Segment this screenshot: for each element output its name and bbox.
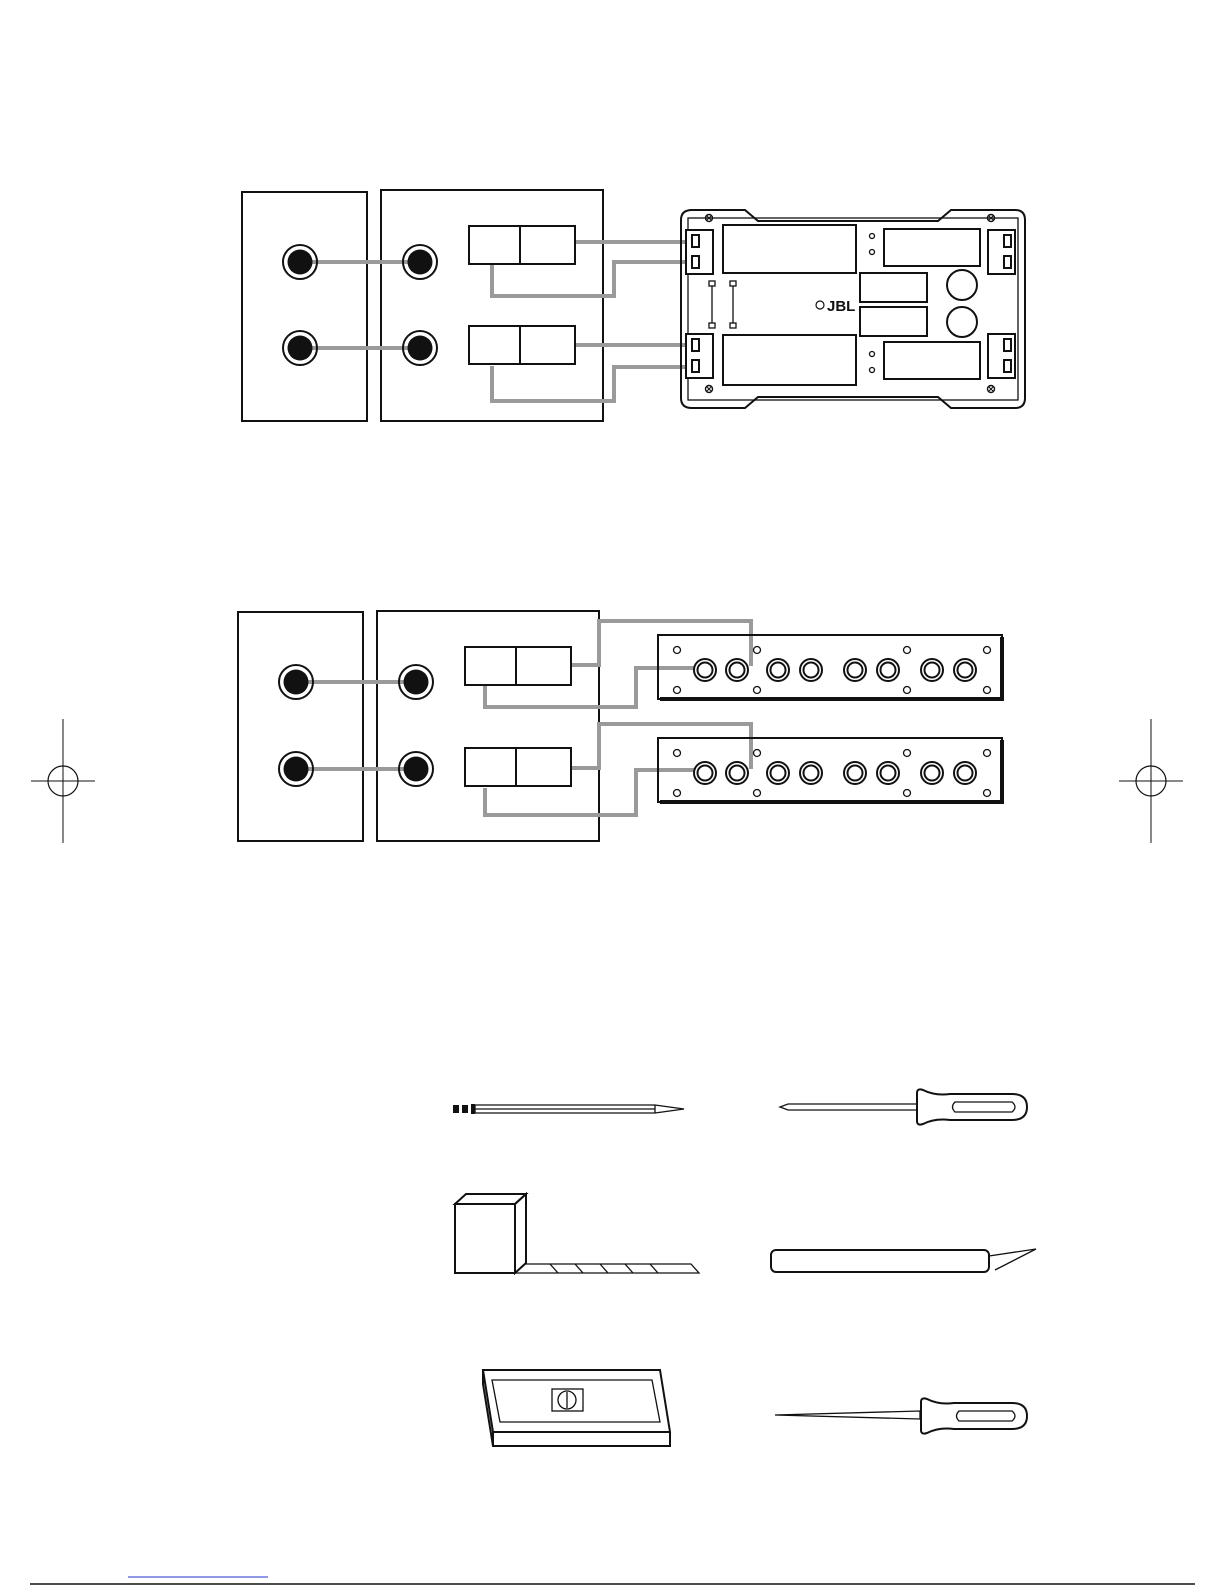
binding-post-icon <box>921 659 943 681</box>
binding-post-icon <box>954 659 976 681</box>
amplifier-panel <box>377 611 599 841</box>
binding-post-icon <box>877 659 899 681</box>
phillips-screwdriver-icon <box>775 1398 1027 1433</box>
binding-post-icon <box>844 659 866 681</box>
binding-post-icon <box>726 762 748 784</box>
source-wall-plate <box>238 612 363 841</box>
jack-icon <box>403 331 437 365</box>
binding-post-icon <box>844 762 866 784</box>
diagram-binding-post-strips <box>238 611 1002 841</box>
binding-post-icon <box>800 762 822 784</box>
tools-illustration <box>453 1089 1036 1446</box>
binding-post-icon <box>954 762 976 784</box>
binding-post-icon <box>767 762 789 784</box>
binding-post-icon <box>800 659 822 681</box>
jack-icon <box>279 752 313 786</box>
binding-post-icon <box>694 762 716 784</box>
jack-icon <box>283 331 317 365</box>
jack-icon <box>283 245 317 279</box>
binding-post-icon <box>767 659 789 681</box>
jack-icon <box>399 665 433 699</box>
source-wall-plate <box>242 192 367 421</box>
jack-icon <box>403 245 437 279</box>
binding-post-icon <box>921 762 943 784</box>
tape-measure-icon <box>455 1194 699 1273</box>
binding-post-icon <box>877 762 899 784</box>
registration-mark-icon-right <box>1119 719 1183 843</box>
jack-icon <box>279 665 313 699</box>
brand-logo: JBL <box>827 298 856 315</box>
diagram-speaker-terminal-panel <box>242 190 1025 421</box>
small-screwdriver-icon <box>780 1089 1027 1124</box>
level-icon <box>483 1370 670 1446</box>
jack-icon <box>399 752 433 786</box>
jbl-logo-icon <box>816 301 824 309</box>
binding-post-icon <box>694 659 716 681</box>
binding-post-icon <box>726 659 748 681</box>
pencil-icon <box>453 1104 684 1114</box>
utility-knife-icon <box>771 1249 1036 1272</box>
registration-mark-icon-left <box>31 719 95 843</box>
